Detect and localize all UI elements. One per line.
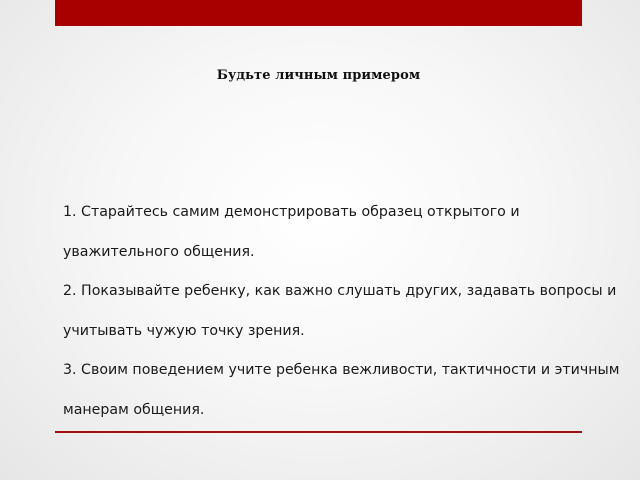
point-1: 1. Старайтесь самим демонстрировать образец открытого и уважительного общения.: [63, 204, 520, 260]
slide-body: [63, 193, 623, 430]
point-2: 2. Показывайте ребенку, как важно слушать других, задавать вопросы и учитывать чужую точку зрения.: [63, 283, 617, 339]
top-accent-bar: [55, 0, 582, 26]
slide-title: Будьте личным примером: [216, 68, 421, 83]
point-3: 3. Своим поведением учите ребенка вежливости, тактичности и этичным манерам общения.: [63, 362, 620, 418]
bottom-divider: [55, 431, 582, 433]
